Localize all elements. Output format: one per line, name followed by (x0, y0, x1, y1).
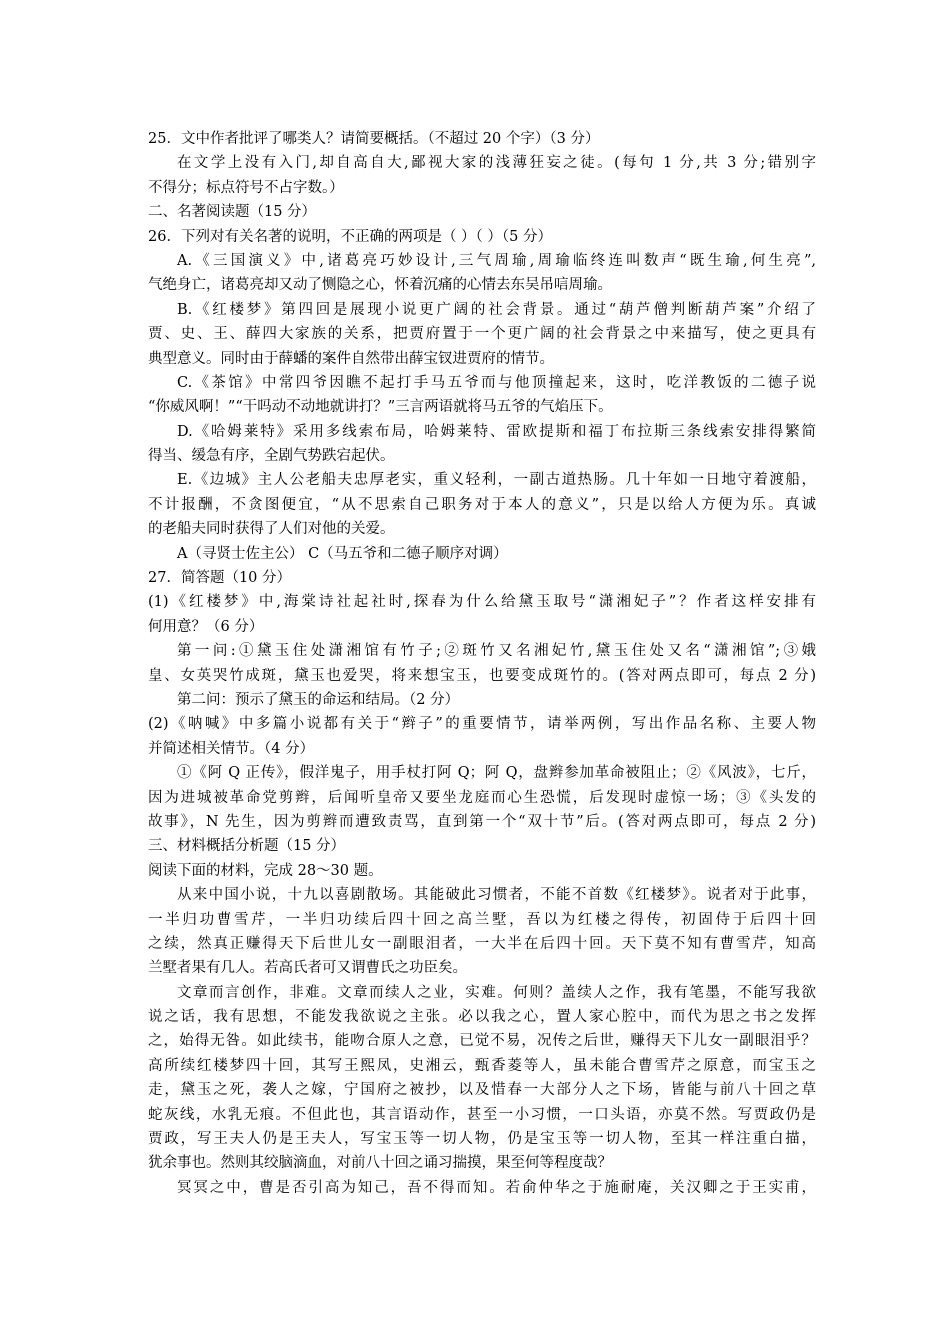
text-line: 第一问:①黛玉住处潇湘馆有竹子;②斑竹又名湘妃竹,黛玉住处又名“潇湘馆”;③娥 (177, 643, 816, 660)
text-line: 气绝身亡，诸葛亮却又动了恻隐之心，怀着沉痛的心情去东吴吊唁周瑜。 (148, 277, 612, 294)
text-line: A.《三国演义》中,诸葛亮巧妙设计,三气周瑜,周瑜临终连叫数声“既生瑜,何生亮”, (177, 252, 816, 269)
text-line: 三、材料概括分析题（15 分） (148, 838, 346, 855)
text-line: 故事》，N 先生，因为剪辫而遭致责骂，直到第一个“双十节”后。(答对两点即可，每点 2 分) (148, 813, 816, 830)
text-line: 皇、女英哭竹成斑，黛玉也爱哭，将来想宝玉，也要变成斑竹的。(答对两点即可，每点 2 分) (148, 667, 816, 684)
text-line: 25．文中作者批评了哪类人？请简要概括。（不超过 20 个字）（3 分） (148, 131, 600, 147)
text-line: 得当、缓急有序，全剧气势跌宕起伏。 (148, 448, 395, 465)
text-line: D.《哈姆莱特》采用多线索布局，哈姆莱特、雷欧提斯和福丁布拉斯三条线索安排得繁简 (177, 423, 816, 440)
text-line: 文章而言创作，非难。文章而续人之业，实难。何则？盖续人之作，我有笔墨，不能写我欲 (177, 984, 816, 1001)
text-line: 贾、史、王、薛四大家族的关系，把贾府置于一个更广阔的社会背景之中来描写，使之更具有 (148, 326, 816, 343)
text-line: 二、名著阅读题（15 分） (148, 204, 317, 221)
text-line: (2)《呐喊》中多篇小说都有关于“辫子”的重要情节，请举两例，写出作品名称、主要人物 (148, 716, 816, 733)
text-line: 阅读下面的材料，完成 28～30 题。 (148, 862, 383, 879)
text-line: 典型意义。同时由于薛蟠的案件自然带出薛宝钗进贾府的情节。 (148, 350, 554, 367)
text-line: 兰墅者果有几人。若高氏者可又谓曹氏之功臣矣。 (148, 960, 467, 977)
text-line: 因为进城被革命党剪辫，后闻听皇帝又要坐龙庭而心生恐慌，后发现时虚惊一场；③《头发的 (148, 789, 816, 806)
text-line: 蛇灰线，水乳无痕。不但此也，其言语动作，甚至一小习惯，一口头语，亦莫不然。写贾政仍是 (148, 1106, 816, 1123)
text-line: 犹余事也。然则其绞脑滴血，对前八十回之诵习揣摸，果至何等程度哉？ (148, 1155, 612, 1172)
text-line: 说之话，我有思想，不能发我欲说之主张。必以我之心，置人家心腔中，而代为思之书之发挥 (148, 1009, 816, 1026)
text-line: 26．下列对有关名著的说明，不正确的两项是（ ）（ ）（5 分） (148, 228, 553, 245)
text-line: (1)《红楼梦》中,海棠诗社起社时,探春为什么给黛玉取号“潇湘妃子”？作者这样安排有 (148, 594, 816, 611)
text-line: 不得分；标点符号不占字数。） (148, 179, 344, 196)
document-body (148, 127, 816, 1200)
text-line: “你威风啊！”“干吗动不动地就讲打？”三言两语就将马五爷的气焰压下。 (148, 399, 613, 416)
text-line: 不计报酬，不贪图便宜，“从不思索自己职务对于本人的意义”，只是以给人方便为乐。真诚 (148, 496, 816, 513)
text-line: 一半归功曹雪芹，一半归功续后四十回之高兰墅，吾以为红楼之得传，初固侍于后四十回 (148, 911, 816, 928)
text-line: 从来中国小说，十九以喜剧散场。其能破此习惯者，不能不首数《红楼梦》。说者对于此事， (177, 887, 816, 904)
text-line: 之，始得无咎。如此续书，能吻合原人之意，已觉不易，况传之后世，赚得天下儿女一副眼泪乎？ (148, 1033, 816, 1050)
text-line: 27．简答题（10 分） (148, 570, 292, 587)
text-line: B.《红楼梦》第四回是展现小说更广阔的社会背景。通过“葫芦僧判断葫芦案”介绍了 (177, 301, 816, 318)
text-line: 在文学上没有入门,却自高自大,鄙视大家的浅薄狂妄之徒。(每句 1 分,共 3 分;错别字 (177, 155, 816, 172)
text-line: 贾政，写王夫人仍是王夫人，写宝玉等一切人物，仍是宝玉等一切人物，至其一样注重白描， (148, 1131, 816, 1148)
text-line: 高所续红楼梦四十回，其写王熙凤，史湘云，甄香菱等人，虽未能合曹雪芹之原意，而宝玉之 (148, 1057, 816, 1074)
text-line: 并简述相关情节。（4 分） (148, 740, 315, 757)
text-line: 之续，然真正赚得天下后世儿女一副眼泪者，一大半在后四十回。天下莫不知有曹雪芹，知高 (148, 935, 816, 952)
text-line: ①《阿 Q 正传》，假洋鬼子，用手杖打阿 Q；阿 Q，盘辫参加革命被阻止；②《风波》，七斤， (177, 765, 816, 782)
text-line: A（寻贤士佐主公） C（马五爷和二德子顺序对调） (177, 545, 508, 562)
text-line: C.《茶馆》中常四爷因瞧不起打手马五爷而与他顶撞起来，这时，吃洋教饭的二德子说 (177, 374, 816, 391)
text-line: E.《边城》主人公老船夫忠厚老实，重义轻利，一副古道热肠。几十年如一日地守着渡船， (177, 472, 816, 489)
text-line: 何用意？（6 分） (148, 618, 264, 635)
text-line: 走，黛玉之死，袭人之嫁，宁国府之被抄，以及惜春一大部分人之下场，皆能与前八十回之草 (148, 1082, 816, 1099)
text-line: 第二问：预示了黛玉的命运和结局。（2 分） (177, 691, 460, 708)
text-line: 的老船夫同时获得了人们对他的关爱。 (148, 521, 395, 538)
text-line: 冥冥之中，曹是否引高为知己，吾不得而知。若俞仲华之于施耐庵，关汉卿之于王实甫， (177, 1179, 816, 1196)
